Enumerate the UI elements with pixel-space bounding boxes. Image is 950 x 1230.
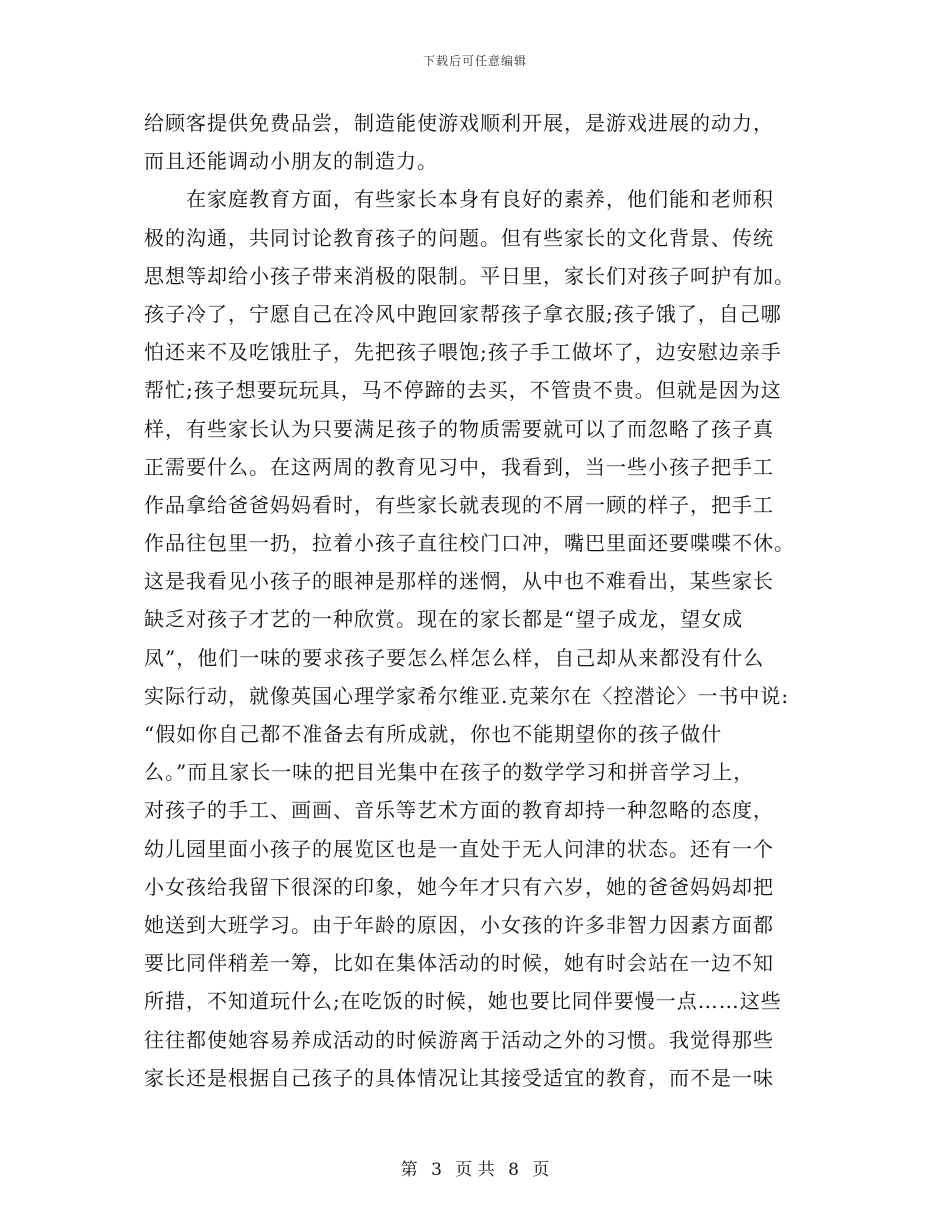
text-line: 所措，不知道玩什么;在吃饭的时候，她也要比同伴要慢一点……这些 <box>144 989 782 1014</box>
total-pages: 8 <box>508 1160 519 1180</box>
text-line: 而且还能调动小朋友的制造力。 <box>144 149 438 174</box>
text-line: 家长还是根据自己孩子的具体情况让其接受适宜的教育，而不是一味 <box>144 1065 774 1090</box>
page-suffix: 页 <box>532 1160 550 1180</box>
text-line: 么。”而且家长一味的把目光集中在孩子的数学学习和拼音学习上， <box>144 760 755 785</box>
text-line: 极的沟通，共同讨论教育孩子的问题。但有些家长的文化背景、传统 <box>144 225 774 250</box>
text-line: 怕还来不及吃饿肚子，先把孩子喂饱;孩子手工做坏了，边安慰边亲手 <box>144 340 782 365</box>
text-line: 思想等却给小孩子带来消极的限制。平日里，家长们对孩子呵护有加。 <box>144 263 795 288</box>
page-prefix: 第 <box>400 1160 418 1180</box>
text-line: 实际行动，就像英国心理学家希尔维亚.克莱尔在〈控潜论〉一书中说: <box>144 683 790 708</box>
text-line: 要比同伴稍差一筹，比如在集体活动的时候，她有时会站在一边不知 <box>144 951 774 976</box>
text-line: 往往都使她容易养成活动的时候游离于活动之外的习惯。我觉得那些 <box>144 1027 774 1052</box>
text-line: 缺乏对孩子才艺的一种欣赏。现在的家长都是“望子成龙，望女成 <box>144 607 744 632</box>
text-line: 正需要什么。在这两周的教育见习中，我看到，当一些小孩子把手工 <box>144 454 774 479</box>
page-header <box>0 52 950 69</box>
text-line: 在家庭教育方面，有些家长本身有良好的素养，他们能和老师积 <box>144 187 774 212</box>
text-line: 作品拿给爸爸妈妈看时，有些家长就表现的不屑一顾的样子，把手工 <box>144 492 774 517</box>
page-number: 3 <box>431 1160 442 1180</box>
text-line: 帮忙;孩子想要玩玩具，马不停蹄的去买，不管贵不贵。但就是因为这 <box>144 378 782 403</box>
text-line: 对孩子的手工、画画、音乐等艺术方面的教育却持一种忽略的态度， <box>144 798 774 823</box>
text-line: 样，有些家长认为只要满足孩子的物质需要就可以了而忽略了孩子真 <box>144 416 774 441</box>
document-body <box>144 104 814 1097</box>
text-line: 凤”，他们一味的要求孩子要怎么样怎么样，自己却从来都没有什么 <box>144 645 765 670</box>
text-line: 作品往包里一扔，拉着小孩子直往校门口冲，嘴巴里面还要喋喋不休。 <box>144 531 795 556</box>
text-line: 她送到大班学习。由于年龄的原因，小女孩的许多非智力因素方面都 <box>144 912 774 937</box>
text-line: 给顾客提供免费品尝，制造能使游戏顺利开展，是游戏进展的动力， <box>144 111 774 135</box>
text-line: 小女孩给我留下很深的印象，她今年才只有六岁，她的爸爸妈妈却把 <box>144 874 774 899</box>
text-line: “假如你自己都不准备去有所成就，你也不能期望你的孩子做什 <box>144 722 723 746</box>
text-line: 孩子冷了，宁愿自己在冷风中跑回家帮孩子拿衣服;孩子饿了，自己哪 <box>144 301 782 326</box>
text-line: 这是我看见小孩子的眼神是那样的迷惘，从中也不难看出，某些家长 <box>144 569 774 594</box>
page-mid: 页 共 <box>455 1160 495 1180</box>
text-line: 幼儿园里面小孩子的展览区也是一直处于无人问津的状态。还有一个 <box>144 836 774 861</box>
header-note: 下载后可任意编辑 <box>422 54 527 68</box>
page-footer <box>0 1155 950 1180</box>
